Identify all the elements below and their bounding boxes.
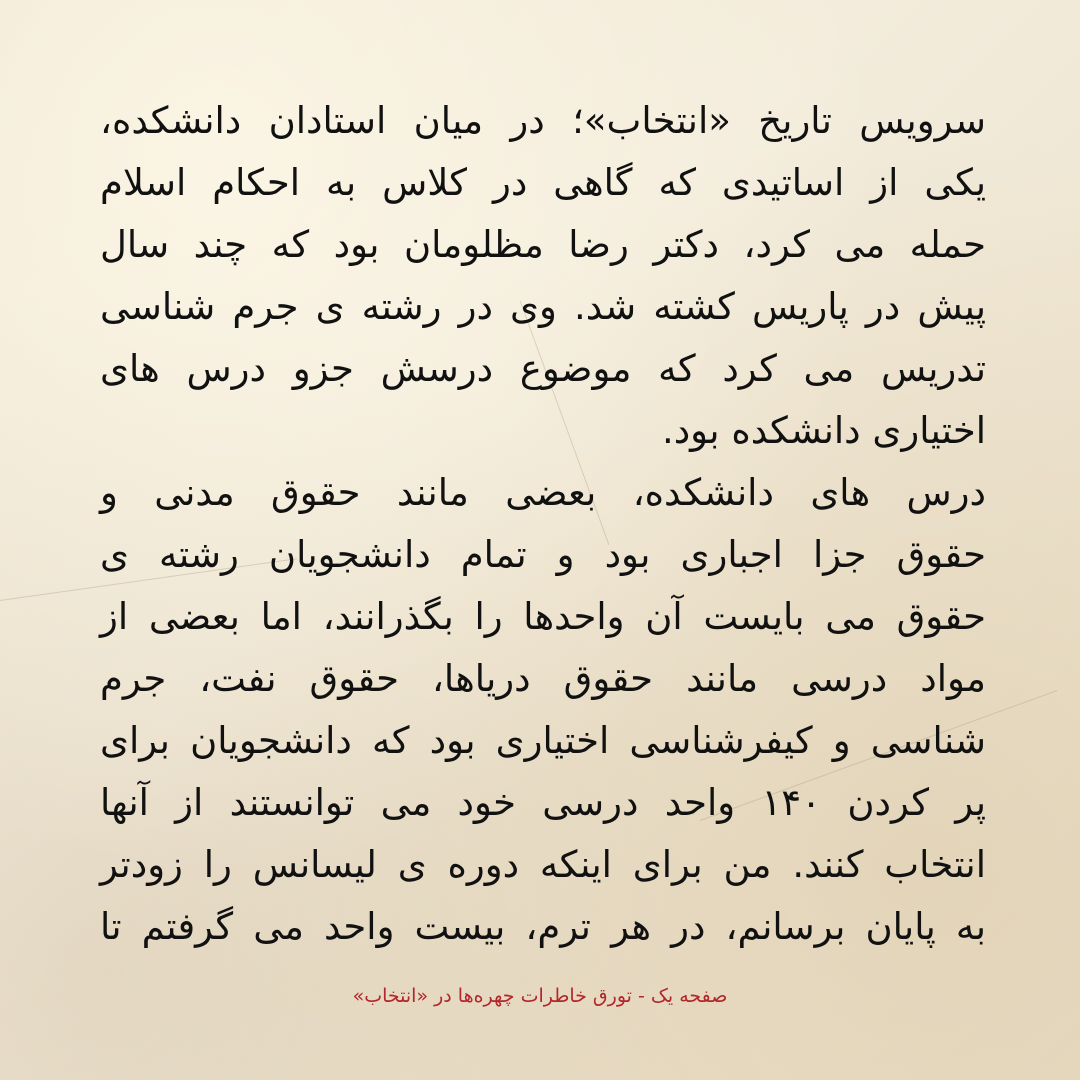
text-line: سرویس تاریخ «انتخاب»؛ در میان استادان دانشکده، xyxy=(100,99,986,142)
text-line: حقوق می بایست آن واحدها را بگذرانند، اما بعضی از xyxy=(100,595,986,638)
text-line: یکی از اساتیدی که گاهی در کلاس به احکام اسلام xyxy=(100,161,986,204)
text-line: درس های دانشکده، بعضی مانند حقوق مدنی و xyxy=(100,471,986,514)
footer-caption: صفحه یک - تورق خاطرات چهره‌ها در «انتخاب» xyxy=(352,985,728,1007)
text-line: پیش در پاریس کشته شد. وی در رشته ی جرم شناسی xyxy=(100,285,986,328)
text-line: انتخاب کنند. من برای اینکه دوره ی لیسانس را زودتر xyxy=(100,843,986,886)
text-line: حمله می کرد، دکتر رضا مظلومان بود که چند سال xyxy=(100,223,986,266)
text-line: حقوق جزا اجباری بود و تمام دانشجویان رشته ی xyxy=(100,533,986,576)
text-line: پر کردن ۱۴۰ واحد درسی خود می توانستند از آنها xyxy=(100,781,986,824)
text-line: شناسی و کیفرشناسی اختیاری بود که دانشجویان برای xyxy=(100,719,986,762)
text-line: تدریس می کرد که موضوع درسش جزو درس های xyxy=(100,347,986,390)
text-line: به پایان برسانم، در هر ترم، بیست واحد می گرفتم تا xyxy=(100,905,986,948)
article-body xyxy=(100,90,986,958)
text-line: اختیاری دانشکده بود. xyxy=(661,409,986,452)
text-line: مواد درسی مانند حقوق دریاها، حقوق نفت، جرم xyxy=(100,657,986,700)
